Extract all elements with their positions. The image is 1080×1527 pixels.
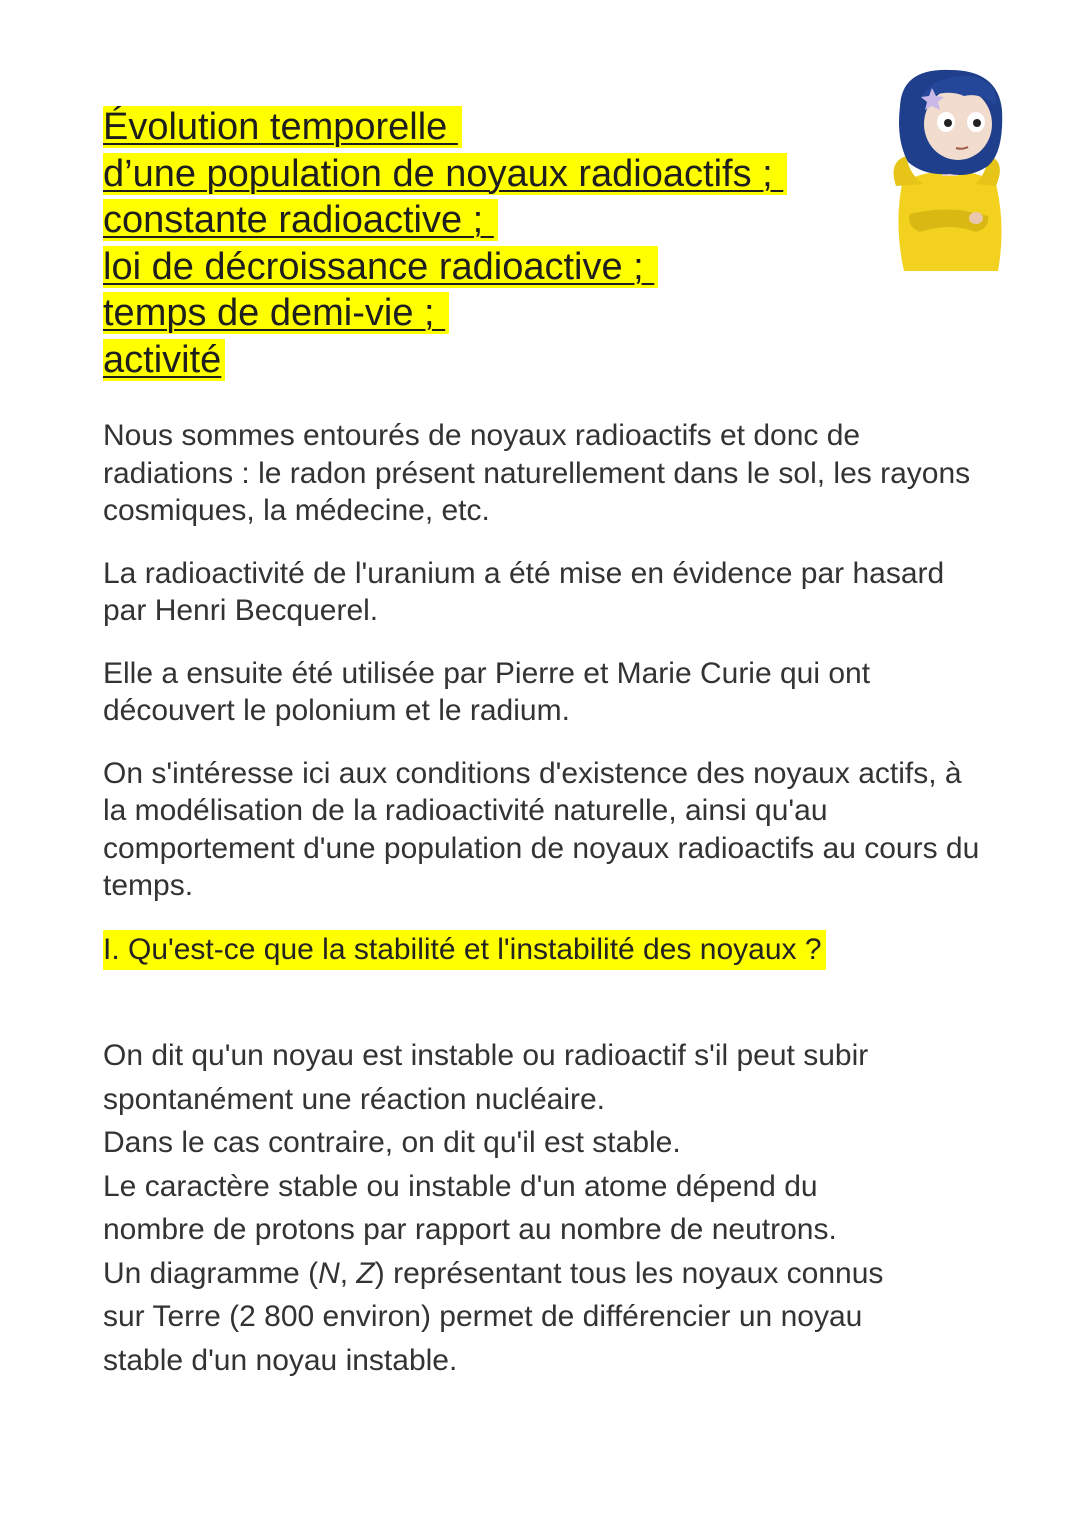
body-line: sur Terre (2 800 environ) permet de différencier un noyau (103, 1300, 863, 1333)
variable-n: N (318, 1256, 340, 1290)
intro-paragraph: La radioactivité de l'uranium a été mise en évidence par hasard par Henri Becquerel. (103, 556, 945, 627)
body-line: spontanément une réaction nucléaire. (103, 1082, 606, 1116)
diagram-sentence-line: Un diagramme (N, Z) représentant tous les noyaux connus (103, 1256, 884, 1290)
document-title (103, 104, 883, 383)
intro-paragraph: On s'intéresse ici aux conditions d'existence des noyaux actifs, à la modélisation de la radioactivité naturelle, ainsi qu'au comportement d'une population de noyaux radioactifs au cours du temps. (103, 756, 980, 902)
mascot-illustration (880, 66, 1010, 276)
variable-z: Z (356, 1256, 375, 1290)
title-line: temps de demi-vie ; (103, 290, 883, 337)
title-line: constante radioactive ; (103, 197, 883, 244)
intro-paragraph: Nous sommes entourés de noyaux radioactifs et donc de radiations : le radon présent naturellement dans le sol, les rayons cosmiques, la médecine, etc. (103, 419, 971, 527)
body-line: Le caractère stable ou instable d'un atome dépend du (103, 1169, 818, 1203)
intro-paragraph: Elle a ensuite été utilisée par Pierre et Marie Curie qui ont découvert le polonium et le radium. (103, 656, 871, 727)
title-line: Évolution temporelle (103, 104, 883, 151)
body-line: Dans le cas contraire, on dit qu'il est stable. (103, 1126, 681, 1159)
body-line: nombre de protons par rapport au nombre de neutrons. (103, 1213, 837, 1246)
body-section (103, 1034, 993, 1382)
section-heading: I. Qu'est-ce que la stabilité et l'instabilité des noyaux ? (103, 930, 826, 970)
title-line: d’une population de noyaux radioactifs ; (103, 151, 883, 198)
title-line: loi de décroissance radioactive ; (103, 244, 883, 291)
body-line: On dit qu'un noyau est instable ou radioactif s'il peut subir (103, 1039, 869, 1072)
title-line: activité (103, 337, 883, 384)
intro-section (103, 417, 993, 930)
body-line: stable d'un noyau instable. (103, 1343, 458, 1377)
